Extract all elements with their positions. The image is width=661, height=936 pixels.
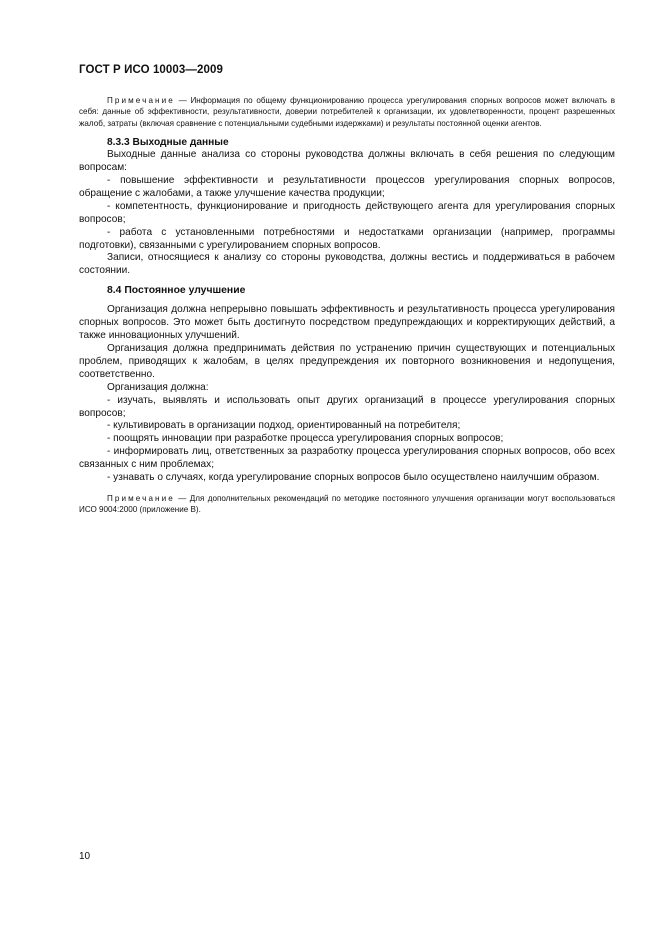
paragraph: Выходные данные анализа со стороны руководства должны включать в себя решения по следующим вопросам: — [79, 149, 615, 174]
list-item: - узнавать о случаях, когда урегулирование спорных вопросов было осуществлено наилучшим образом. — [107, 472, 600, 484]
note-block — [79, 493, 615, 516]
list-item: - культивировать в организации подход, ориентированный на потребителя; — [107, 420, 461, 432]
section-heading: 8.3.3 Выходные данные — [107, 137, 229, 149]
list-item: - изучать, выявлять и использовать опыт других организаций в процессе урегулирования спорных вопросов; — [79, 394, 615, 419]
page-content — [79, 95, 615, 516]
section-heading: 8.4 Постоянное улучшение — [107, 285, 246, 297]
list-item: - компетентность, функционирование и пригодность действующего агента для урегулирования спорных вопросов; — [79, 200, 615, 225]
list-item: - информировать лиц, ответственных за разработку процесса урегулирования спорных вопросов, обо всех связанных с ним проблемах; — [79, 446, 615, 471]
paragraph: Записи, относящиеся к анализу со стороны руководства, должны вестись и поддерживаться в рабочем состоянии. — [79, 252, 615, 277]
document-code-header: ГОСТ Р ИСО 10003—2009 — [79, 64, 224, 76]
list-item: - повышение эффективности и результативности процессов урегулирования спорных вопросов, обращение с жалобами, а также улучшение качества продукции; — [79, 175, 615, 199]
list-item: - поощрять инновации при разработке процесса урегулирования спорных вопросов; — [107, 433, 504, 445]
note-block — [79, 95, 615, 129]
note-lead: Примечание — [107, 96, 175, 105]
paragraph: Организация должна непрерывно повышать эффективность и результативность процесса урегулирования спорных вопросов. Это может быть достигнуто посредством предупреждающих и корректирующих действий, а также инновационных улучшений. — [79, 304, 615, 342]
note-text: — Информация по общему функционированию процесса урегулирования спорных вопросов может включать в себя: данные об эффективности, результативности, доверии потребителей к организации, их удовлетворенности, процент разрешенных жалоб, затраты (включая сравнение с потенциальными судебными издержками) и результаты постоянной оценки агентов. — [79, 96, 615, 128]
paragraph: Организация должна: — [107, 381, 209, 393]
paragraph: Организация должна предпринимать действия по устранению причин существующих и потенциальных проблем, приводящих к жалобам, в целях предупреждения их повторного возникновения и недопущения, соответственно. — [79, 343, 615, 380]
list-item: - работа с установленными потребностями и недостатками организации (например, программы подготовки), связанными с урегулированием спорных вопросов. — [79, 226, 615, 251]
note-lead: Примечание — [107, 493, 175, 503]
page-number: 10 — [79, 851, 91, 862]
note-text: — Для дополнительных рекомендаций по методике постоянного улучшения организации могут воспользоваться ИСО 9004:2000 (приложение В). — [79, 493, 615, 515]
